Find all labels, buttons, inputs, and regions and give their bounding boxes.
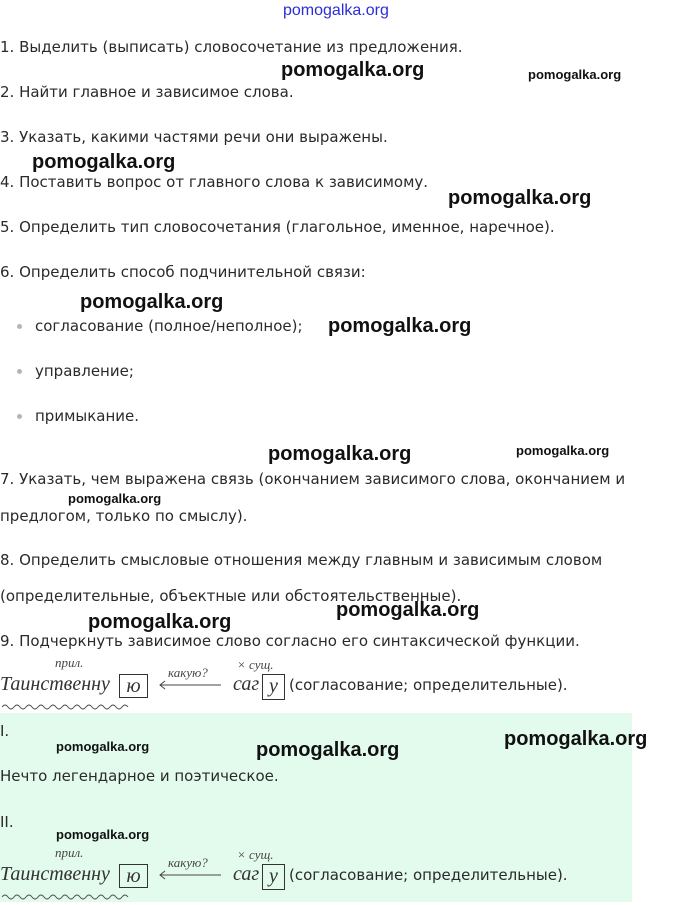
ending-box: у	[262, 674, 285, 700]
step-8-cont: (определительные, объектные или обстоятельственные).	[0, 587, 462, 605]
label-noun: × сущ.	[237, 657, 274, 672]
watermark: pomogalka.org	[504, 728, 648, 750]
watermark: pomogalka.org	[268, 443, 412, 465]
watermark: pomogalka.org	[68, 491, 162, 506]
watermark: pomogalka.org	[32, 151, 176, 173]
wavy-underline-icon	[2, 893, 132, 901]
label-question: какую?	[168, 665, 208, 680]
section-1-numeral: I.	[0, 722, 10, 740]
step-9: 9. Подчеркнуть зависимое слово согласно его синтаксической функции.	[0, 632, 580, 650]
watermark: pomogalka.org	[528, 67, 622, 82]
bullet-dot	[17, 414, 22, 419]
section-2-numeral: II.	[0, 813, 14, 831]
arrow-icon	[158, 871, 222, 879]
example-phrase-analysis-repeat	[0, 845, 600, 905]
section-1-text: Нечто легендарное и поэтическое.	[0, 767, 279, 785]
bullet-item-government: управление;	[35, 362, 134, 380]
ending-box: ю	[119, 674, 148, 698]
step-8: 8. Определить смысловые отношения между главным и зависимым словом	[0, 551, 603, 569]
example-explanation: (согласование; определительные).	[289, 676, 568, 694]
watermark: pomogalka.org	[80, 291, 224, 313]
step-7: 7. Указать, чем выражена связь (окончанием зависимого слова, окончанием и	[0, 470, 626, 488]
watermark: pomogalka.org	[256, 739, 400, 761]
bullet-dot	[17, 324, 22, 329]
ending-box: ю	[119, 864, 148, 888]
step-6: 6. Определить способ подчинительной связи:	[0, 263, 366, 281]
ending-box: у	[262, 864, 285, 890]
watermark: pomogalka.org	[88, 611, 232, 633]
dependent-word-stem: Таинственну	[0, 673, 110, 695]
watermark-header[interactable]: pomogalka.org	[283, 2, 389, 19]
bullet-item-agreement: согласование (полное/неполное);	[35, 317, 303, 335]
step-5: 5. Определить тип словосочетания (глагольное, именное, наречное).	[0, 218, 555, 236]
dependent-word-stem: Таинственну	[0, 863, 110, 885]
example-explanation: (согласование; определительные).	[289, 866, 568, 884]
main-word-stem: саг	[233, 673, 260, 695]
step-4: 4. Поставить вопрос от главного слова к зависимому.	[0, 173, 429, 191]
watermark: pomogalka.org	[56, 739, 150, 754]
label-adjective: прил.	[55, 845, 84, 860]
watermark: pomogalka.org	[281, 59, 425, 81]
step-7-cont: предлогом, только по смыслу).	[0, 507, 248, 525]
watermark: pomogalka.org	[328, 315, 472, 337]
label-question: какую?	[168, 855, 208, 870]
main-word-stem: саг	[233, 863, 260, 885]
step-2: 2. Найти главное и зависимое слова.	[0, 83, 294, 101]
watermark: pomogalka.org	[516, 443, 610, 458]
watermark: pomogalka.org	[448, 187, 592, 209]
watermark: pomogalka.org	[336, 599, 480, 621]
watermark: pomogalka.org	[56, 827, 150, 842]
step-3: 3. Указать, какими частями речи они выражены.	[0, 128, 388, 146]
bullet-item-adjoining: примыкание.	[35, 407, 140, 425]
arrow-icon	[158, 681, 222, 689]
label-noun: × сущ.	[237, 847, 274, 862]
bullet-dot	[17, 369, 22, 374]
wavy-underline-icon	[2, 703, 132, 711]
label-adjective: прил.	[55, 655, 84, 670]
example-phrase-analysis	[0, 655, 600, 715]
step-1: 1. Выделить (выписать) словосочетание из предложения.	[0, 38, 463, 56]
